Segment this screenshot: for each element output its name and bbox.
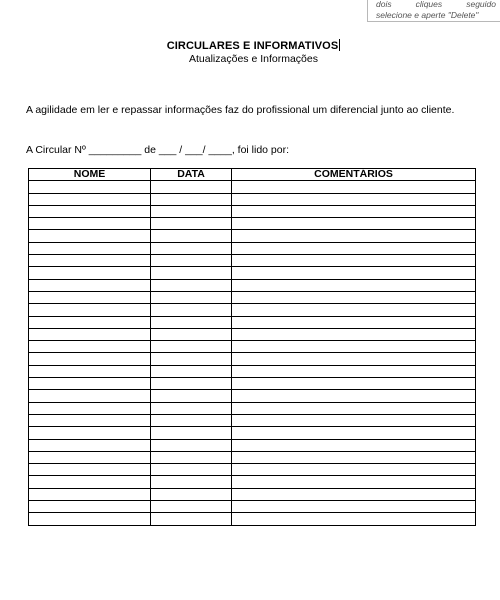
cell-data[interactable]: [151, 378, 232, 390]
cell-data[interactable]: [151, 390, 232, 402]
cell-nome[interactable]: [29, 439, 151, 451]
cell-comentarios[interactable]: [232, 267, 476, 279]
table-row: [29, 328, 476, 340]
cell-nome[interactable]: [29, 230, 151, 242]
table-row: [29, 476, 476, 488]
cell-comentarios[interactable]: [232, 464, 476, 476]
cell-nome[interactable]: [29, 193, 151, 205]
cell-comentarios[interactable]: [232, 279, 476, 291]
cell-comentarios[interactable]: [232, 230, 476, 242]
cell-data[interactable]: [151, 341, 232, 353]
table-row: [29, 513, 476, 525]
cell-data[interactable]: [151, 304, 232, 316]
cell-comentarios[interactable]: [232, 365, 476, 377]
table-body: [29, 181, 476, 525]
cell-data[interactable]: [151, 488, 232, 500]
table-row: [29, 488, 476, 500]
table-row: [29, 205, 476, 217]
cell-data[interactable]: [151, 476, 232, 488]
cell-comentarios[interactable]: [232, 402, 476, 414]
cell-comentarios[interactable]: [232, 501, 476, 513]
cell-comentarios[interactable]: [232, 255, 476, 267]
cell-data[interactable]: [151, 267, 232, 279]
cell-comentarios[interactable]: [232, 390, 476, 402]
cell-data[interactable]: [151, 316, 232, 328]
intro-paragraph[interactable]: A agilidade em ler e repassar informações faz do profissional um diferencial junto ao cliente.: [26, 104, 455, 116]
signature-table: [28, 168, 476, 526]
cell-nome[interactable]: [29, 341, 151, 353]
cell-comentarios[interactable]: [232, 439, 476, 451]
column-header-comentarios: COMENTÁRIOS: [232, 169, 476, 181]
cell-comentarios[interactable]: [232, 304, 476, 316]
comment-balloon-line1: [376, 0, 496, 10]
cell-data[interactable]: [151, 218, 232, 230]
cell-data[interactable]: [151, 501, 232, 513]
cell-comentarios[interactable]: [232, 291, 476, 303]
cell-data[interactable]: [151, 402, 232, 414]
cell-nome[interactable]: [29, 328, 151, 340]
cell-nome[interactable]: [29, 304, 151, 316]
cell-nome[interactable]: [29, 476, 151, 488]
cell-nome[interactable]: [29, 427, 151, 439]
cell-comentarios[interactable]: [232, 427, 476, 439]
table-row: [29, 365, 476, 377]
cell-data[interactable]: [151, 205, 232, 217]
table-row: [29, 193, 476, 205]
cell-data[interactable]: [151, 291, 232, 303]
cell-nome[interactable]: [29, 267, 151, 279]
cell-nome[interactable]: [29, 488, 151, 500]
cell-data[interactable]: [151, 439, 232, 451]
table-row: [29, 304, 476, 316]
table-row: [29, 464, 476, 476]
table-row: [29, 230, 476, 242]
cell-data[interactable]: [151, 451, 232, 463]
cell-nome[interactable]: [29, 242, 151, 254]
cell-data[interactable]: [151, 242, 232, 254]
cell-comentarios[interactable]: [232, 328, 476, 340]
cell-comentarios[interactable]: [232, 316, 476, 328]
table-row: [29, 451, 476, 463]
comment-word-2: cliques: [415, 0, 443, 9]
cell-nome[interactable]: [29, 218, 151, 230]
cell-nome[interactable]: [29, 402, 151, 414]
cell-nome[interactable]: [29, 464, 151, 476]
cell-nome[interactable]: [29, 279, 151, 291]
table-row: [29, 501, 476, 513]
cell-data[interactable]: [151, 328, 232, 340]
cell-data[interactable]: [151, 513, 232, 525]
cell-data[interactable]: [151, 464, 232, 476]
cell-comentarios[interactable]: [232, 414, 476, 426]
table-row: [29, 267, 476, 279]
cell-comentarios[interactable]: [232, 341, 476, 353]
cell-nome[interactable]: [29, 316, 151, 328]
cell-comentarios[interactable]: [232, 353, 476, 365]
cell-data[interactable]: [151, 414, 232, 426]
comment-balloon: [367, 0, 500, 22]
table-row: [29, 316, 476, 328]
cell-nome[interactable]: [29, 513, 151, 525]
cell-nome[interactable]: [29, 353, 151, 365]
document-title[interactable]: CIRCULARES E INFORMATIVOS: [166, 40, 339, 52]
document-title-line[interactable]: [0, 39, 500, 52]
column-header-nome: NOME: [29, 169, 151, 181]
cell-data[interactable]: [151, 255, 232, 267]
table-row: [29, 353, 476, 365]
cell-nome[interactable]: [29, 255, 151, 267]
cell-nome[interactable]: [29, 451, 151, 463]
cell-comentarios[interactable]: [232, 476, 476, 488]
cell-data[interactable]: [151, 193, 232, 205]
cell-data[interactable]: [151, 427, 232, 439]
column-header-data: DATA: [151, 169, 232, 181]
cell-comentarios[interactable]: [232, 451, 476, 463]
comment-word-3: seguido: [466, 0, 496, 9]
table-row: [29, 427, 476, 439]
cell-comentarios[interactable]: [232, 488, 476, 500]
cell-nome[interactable]: [29, 181, 151, 193]
table-row: [29, 255, 476, 267]
table-row: [29, 439, 476, 451]
table-row: [29, 402, 476, 414]
cell-comentarios[interactable]: [232, 513, 476, 525]
table-row: [29, 414, 476, 426]
text-cursor: [339, 39, 340, 51]
cell-data[interactable]: [151, 365, 232, 377]
comment-balloon-line2: selecione e aperte "Delete": [376, 10, 479, 20]
cell-nome[interactable]: [29, 414, 151, 426]
table-row: [29, 181, 476, 193]
cell-nome[interactable]: [29, 205, 151, 217]
cell-data[interactable]: [151, 279, 232, 291]
cell-comentarios[interactable]: [232, 218, 476, 230]
table-row: [29, 341, 476, 353]
cell-data[interactable]: [151, 353, 232, 365]
table-row: [29, 279, 476, 291]
cell-comentarios[interactable]: [232, 378, 476, 390]
table-row: [29, 378, 476, 390]
table-row: [29, 291, 476, 303]
cell-data[interactable]: [151, 181, 232, 193]
circular-read-by-line[interactable]: A Circular Nº _________ de ___ / ___/ ____, foi lido por:: [26, 144, 290, 156]
cell-nome[interactable]: [29, 365, 151, 377]
table-row: [29, 390, 476, 402]
table-row: [29, 218, 476, 230]
cell-nome[interactable]: [29, 501, 151, 513]
cell-comentarios[interactable]: [232, 205, 476, 217]
cell-nome[interactable]: [29, 378, 151, 390]
cell-comentarios[interactable]: [232, 193, 476, 205]
cell-nome[interactable]: [29, 291, 151, 303]
cell-data[interactable]: [151, 230, 232, 242]
cell-comentarios[interactable]: [232, 181, 476, 193]
cell-comentarios[interactable]: [232, 242, 476, 254]
cell-nome[interactable]: [29, 390, 151, 402]
table-header-row: [29, 169, 476, 181]
document-subtitle[interactable]: Atualizações e Informações: [189, 53, 318, 65]
table-row: [29, 242, 476, 254]
comment-word-1: dois: [376, 0, 392, 9]
